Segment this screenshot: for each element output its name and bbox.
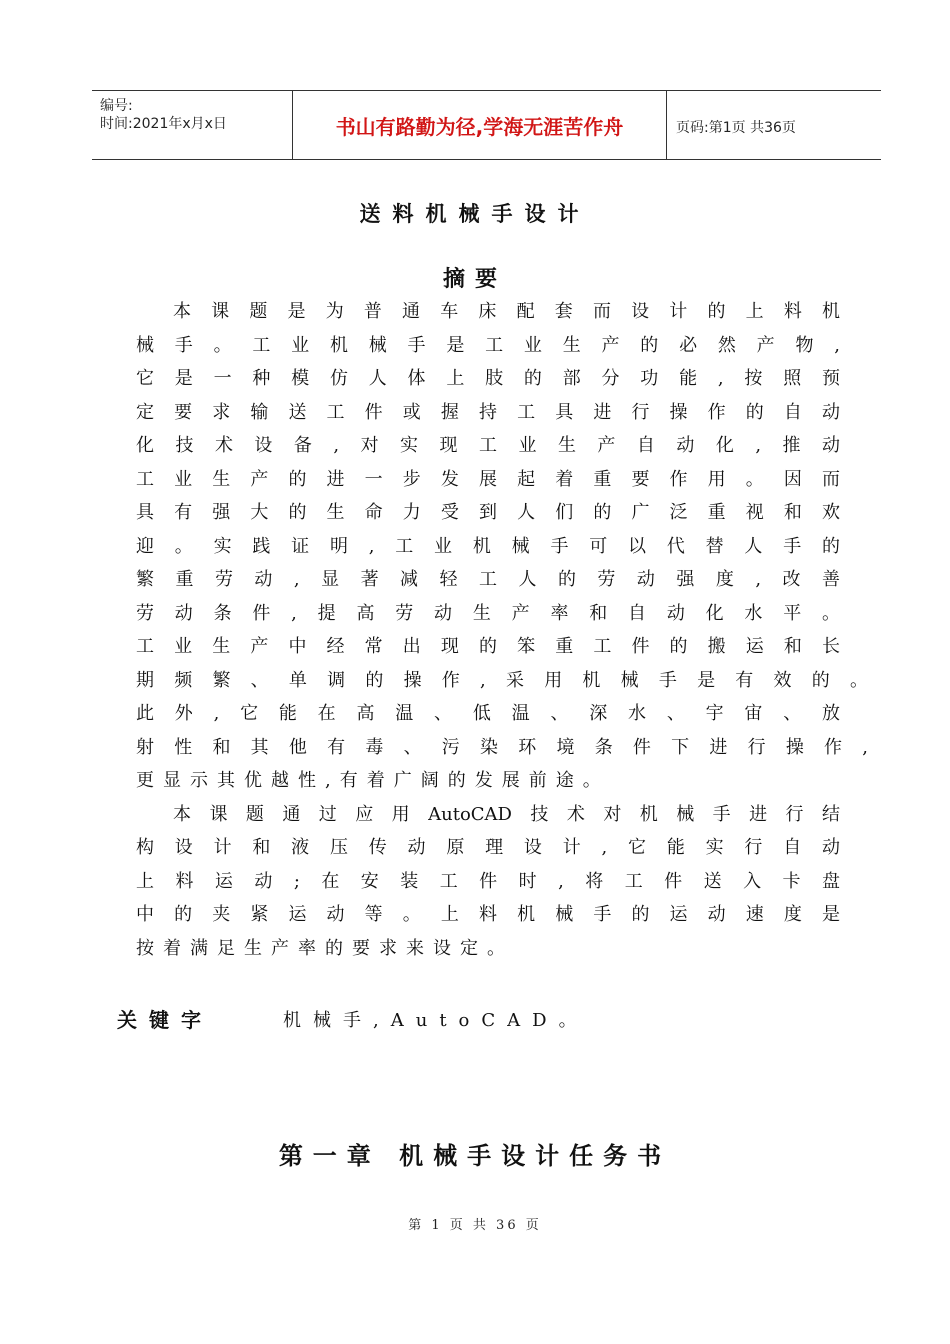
abstract-line: 按着满足生产率的要求来设定。 [136,938,514,959]
abstract-line: 中的夹紧运动等。上料机械手的运动速度是 [136,904,840,925]
abstract-line: 繁重劳动,显著减轻工人的劳动强度,改善 [136,569,840,590]
abstract-line: 上料运动;在安装工件时,将工件送入卡盘 [136,871,840,892]
number-label: 编号: [100,98,133,114]
document-title: 送料机械手设计 [359,201,591,226]
header-left-cell [92,91,292,159]
page-footer: 第 1 页 共 36 页 [408,1218,542,1233]
abstract-line: 化技术设备,对实现工业生产自动化,推动 [136,435,840,456]
abstract-line: 期频繁、单调的操作,采用机械手是有效的。 [136,670,868,691]
abstract-line: 构设计和液压传动原理设计,它能实行自动 [136,837,840,858]
header-table [92,90,881,160]
abstract-line: 射性和其他有毒、污染环境条件下进行操作, [136,737,868,758]
abstract-line: 械手。工业机械手是工业生产的必然产物, [136,335,840,356]
abstract-title: 摘要 [442,266,507,292]
header-center-cell [292,91,667,159]
abstract-line: 工业生产中经常出现的笨重工件的搬运和长 [136,636,840,657]
motto: 书山有路勤为径,学海无涯苦作舟 [335,115,624,139]
keywords-label: 关键字 [117,1008,213,1032]
abstract-line: 定要求输送工件或握持工具进行操作的自动 [136,402,840,423]
abstract-line: 劳动条件,提高劳动生产率和自动化水平。 [136,603,840,624]
abstract-line: 本课题通过应用AutoCAD技术对机械手进行结 [173,804,840,825]
abstract-line: 更显示其优越性,有着广阔的发展前途。 [136,770,610,791]
header-right-cell [666,91,881,159]
chapter-title: 第一章 机械手设计任务书 [278,1141,672,1170]
abstract-line: 它是一种模仿人体上肢的部分功能,按照预 [136,368,840,389]
abstract-line: 此外,它能在高温、低温、深水、宇宙、放 [136,703,840,724]
time-label: 时间:2021年x月x日 [100,116,227,132]
abstract-line: 工业生产的进一步发展起着重要作用。因而 [136,469,840,490]
page-label: 页码:第1页 共36页 [676,120,796,136]
abstract-line: 迎。实践证明,工业机械手可以代替人手的 [136,536,840,557]
keywords-value: 机械手,AutoCAD。 [283,1010,589,1031]
abstract-line: 本课题是为普通车床配套而设计的上料机 [173,301,840,322]
abstract-line: 具有强大的生命力受到人们的广泛重视和欢 [136,502,840,523]
